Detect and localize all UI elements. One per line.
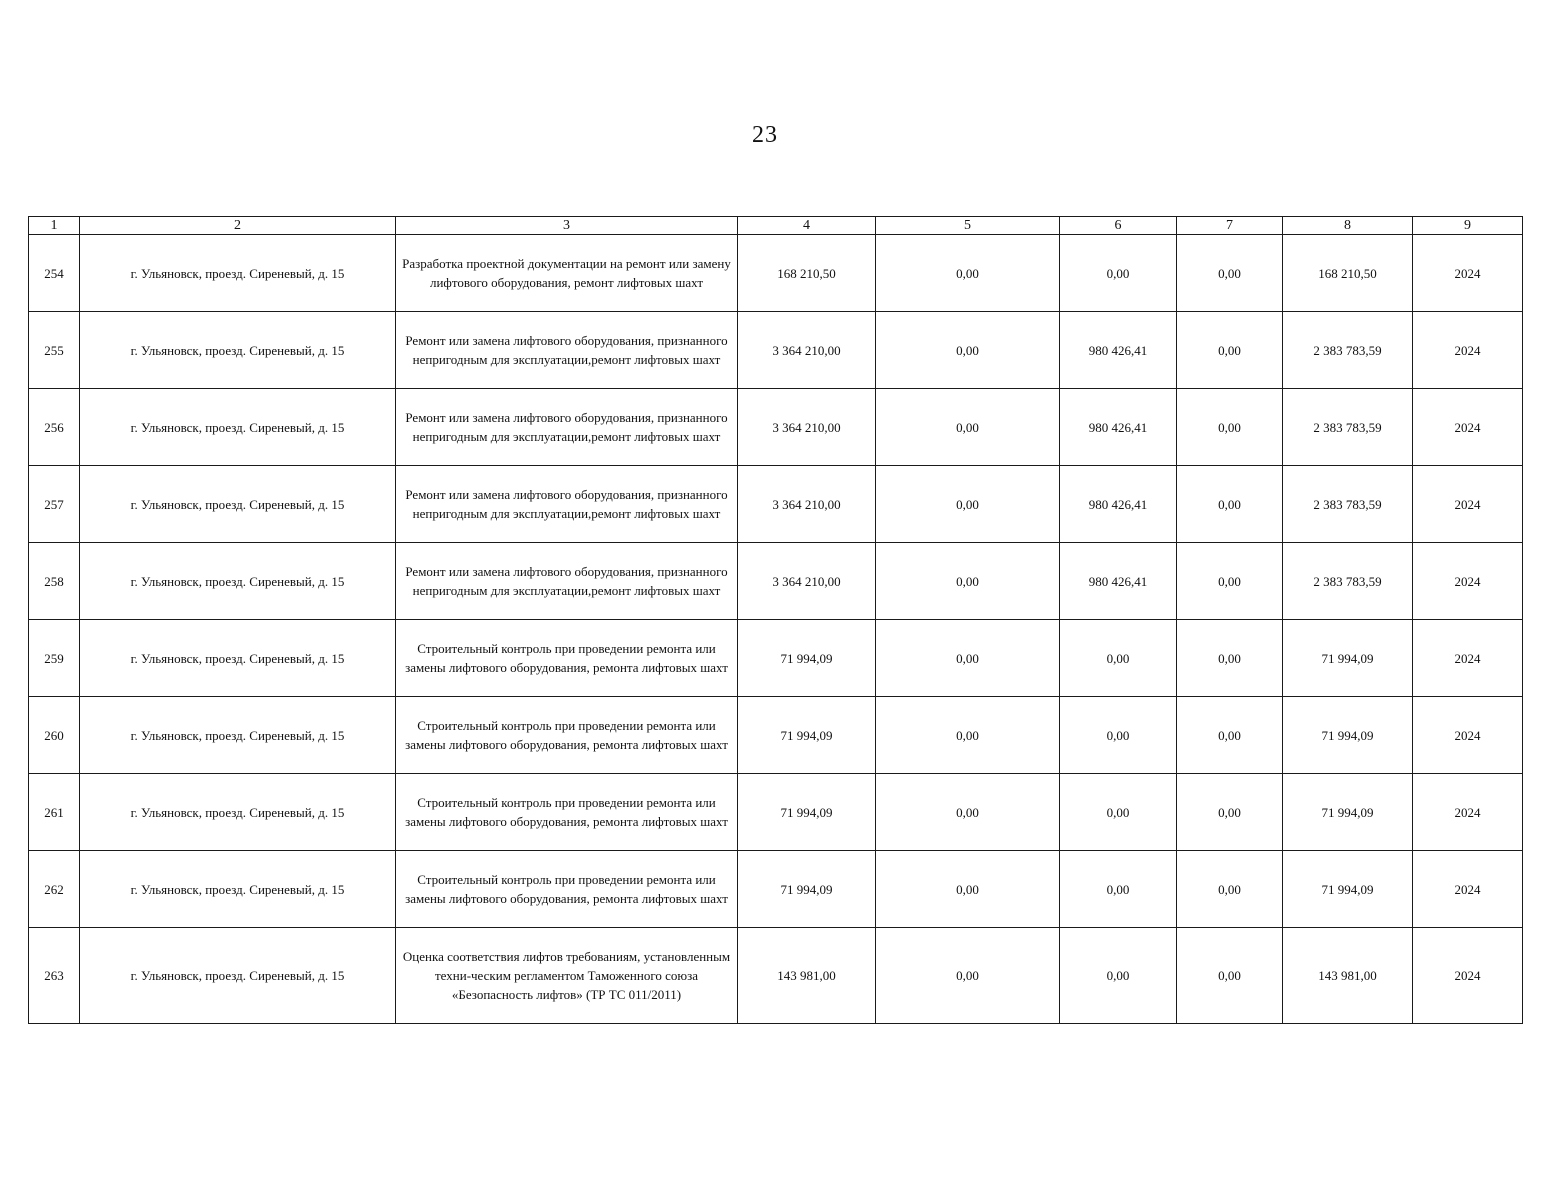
table-row (29, 620, 1523, 697)
address-cell: г. Ульяновск, проезд. Сиреневый, д. 15 (80, 389, 396, 466)
col7-cell: 0,00 (1177, 620, 1283, 697)
row-number: 256 (29, 389, 80, 466)
col5-cell: 0,00 (876, 312, 1060, 389)
column-header: 5 (876, 217, 1060, 235)
work-type-cell: Ремонт или замена лифтового оборудования, признанного непригодным для эксплуатации,ремонт лифтовых шахт (396, 389, 738, 466)
address-cell: г. Ульяновск, проезд. Сиреневый, д. 15 (80, 466, 396, 543)
col5-cell: 0,00 (876, 389, 1060, 466)
year-cell: 2024 (1413, 774, 1523, 851)
header-row (29, 217, 1523, 235)
table-row (29, 466, 1523, 543)
col8-cell: 168 210,50 (1283, 235, 1413, 312)
address-cell: г. Ульяновск, проезд. Сиреневый, д. 15 (80, 774, 396, 851)
total-cost-cell: 71 994,09 (738, 620, 876, 697)
total-cost-cell: 3 364 210,00 (738, 389, 876, 466)
address-cell: г. Ульяновск, проезд. Сиреневый, д. 15 (80, 543, 396, 620)
column-header: 4 (738, 217, 876, 235)
col7-cell: 0,00 (1177, 466, 1283, 543)
column-header: 7 (1177, 217, 1283, 235)
total-cost-cell: 3 364 210,00 (738, 543, 876, 620)
work-type-cell: Строительный контроль при проведении ремонта или замены лифтового оборудования, ремонта лифтовых шахт (396, 774, 738, 851)
work-type-cell: Ремонт или замена лифтового оборудования, признанного непригодным для эксплуатации,ремонт лифтовых шахт (396, 466, 738, 543)
address-cell: г. Ульяновск, проезд. Сиреневый, д. 15 (80, 312, 396, 389)
total-cost-cell: 71 994,09 (738, 697, 876, 774)
col8-cell: 2 383 783,59 (1283, 543, 1413, 620)
col6-cell: 0,00 (1060, 928, 1177, 1024)
work-type-cell: Разработка проектной документации на ремонт или замену лифтового оборудования, ремонт лифтовых шахт (396, 235, 738, 312)
row-number: 262 (29, 851, 80, 928)
year-cell: 2024 (1413, 312, 1523, 389)
table-row (29, 235, 1523, 312)
column-header: 1 (29, 217, 80, 235)
total-cost-cell: 71 994,09 (738, 774, 876, 851)
col6-cell: 0,00 (1060, 697, 1177, 774)
page-number: 23 (752, 122, 778, 148)
year-cell: 2024 (1413, 389, 1523, 466)
work-type-cell: Ремонт или замена лифтового оборудования, признанного непригодным для эксплуатации,ремонт лифтовых шахт (396, 543, 738, 620)
col6-cell: 0,00 (1060, 235, 1177, 312)
column-header: 3 (396, 217, 738, 235)
total-cost-cell: 71 994,09 (738, 851, 876, 928)
address-cell: г. Ульяновск, проезд. Сиреневый, д. 15 (80, 928, 396, 1024)
address-cell: г. Ульяновск, проезд. Сиреневый, д. 15 (80, 851, 396, 928)
col6-cell: 0,00 (1060, 851, 1177, 928)
col6-cell: 980 426,41 (1060, 312, 1177, 389)
col5-cell: 0,00 (876, 697, 1060, 774)
year-cell: 2024 (1413, 235, 1523, 312)
column-header: 2 (80, 217, 396, 235)
table-row (29, 312, 1523, 389)
col7-cell: 0,00 (1177, 774, 1283, 851)
col7-cell: 0,00 (1177, 928, 1283, 1024)
col5-cell: 0,00 (876, 851, 1060, 928)
col5-cell: 0,00 (876, 620, 1060, 697)
col5-cell: 0,00 (876, 235, 1060, 312)
col7-cell: 0,00 (1177, 235, 1283, 312)
table-row (29, 928, 1523, 1024)
col5-cell: 0,00 (876, 774, 1060, 851)
total-cost-cell: 3 364 210,00 (738, 312, 876, 389)
col5-cell: 0,00 (876, 928, 1060, 1024)
year-cell: 2024 (1413, 851, 1523, 928)
col7-cell: 0,00 (1177, 851, 1283, 928)
col8-cell: 71 994,09 (1283, 774, 1413, 851)
year-cell: 2024 (1413, 928, 1523, 1024)
col7-cell: 0,00 (1177, 543, 1283, 620)
row-number: 254 (29, 235, 80, 312)
work-type-cell: Оценка соответствия лифтов требованиям, установленным техни-ческим регламентом Таможенного союза «Безопасность лифтов» (ТР ТС 011/2011) (396, 928, 738, 1024)
column-number-header (29, 217, 1523, 235)
work-type-cell: Строительный контроль при проведении ремонта или замены лифтового оборудования, ремонта лифтовых шахт (396, 697, 738, 774)
col6-cell: 0,00 (1060, 774, 1177, 851)
col6-cell: 980 426,41 (1060, 543, 1177, 620)
address-cell: г. Ульяновск, проезд. Сиреневый, д. 15 (80, 235, 396, 312)
work-type-cell: Ремонт или замена лифтового оборудования, признанного непригодным для эксплуатации,ремонт лифтовых шахт (396, 312, 738, 389)
table-row (29, 543, 1523, 620)
row-number: 260 (29, 697, 80, 774)
col7-cell: 0,00 (1177, 389, 1283, 466)
work-type-cell: Строительный контроль при проведении ремонта или замены лифтового оборудования, ремонта лифтовых шахт (396, 851, 738, 928)
row-number: 261 (29, 774, 80, 851)
total-cost-cell: 3 364 210,00 (738, 466, 876, 543)
column-header: 8 (1283, 217, 1413, 235)
row-number: 257 (29, 466, 80, 543)
table-row (29, 389, 1523, 466)
col8-cell: 71 994,09 (1283, 697, 1413, 774)
col8-cell: 71 994,09 (1283, 851, 1413, 928)
year-cell: 2024 (1413, 620, 1523, 697)
col8-cell: 2 383 783,59 (1283, 466, 1413, 543)
row-number: 258 (29, 543, 80, 620)
year-cell: 2024 (1413, 466, 1523, 543)
col5-cell: 0,00 (876, 466, 1060, 543)
total-cost-cell: 168 210,50 (738, 235, 876, 312)
column-header: 6 (1060, 217, 1177, 235)
table-body (29, 235, 1523, 1024)
table-row (29, 851, 1523, 928)
col7-cell: 0,00 (1177, 312, 1283, 389)
column-header: 9 (1413, 217, 1523, 235)
col7-cell: 0,00 (1177, 697, 1283, 774)
table-row (29, 774, 1523, 851)
year-cell: 2024 (1413, 543, 1523, 620)
table-row (29, 697, 1523, 774)
row-number: 263 (29, 928, 80, 1024)
address-cell: г. Ульяновск, проезд. Сиреневый, д. 15 (80, 697, 396, 774)
col8-cell: 2 383 783,59 (1283, 312, 1413, 389)
col8-cell: 2 383 783,59 (1283, 389, 1413, 466)
col8-cell: 143 981,00 (1283, 928, 1413, 1024)
col6-cell: 0,00 (1060, 620, 1177, 697)
work-type-cell: Строительный контроль при проведении ремонта или замены лифтового оборудования, ремонта лифтовых шахт (396, 620, 738, 697)
col6-cell: 980 426,41 (1060, 466, 1177, 543)
total-cost-cell: 143 981,00 (738, 928, 876, 1024)
col6-cell: 980 426,41 (1060, 389, 1177, 466)
year-cell: 2024 (1413, 697, 1523, 774)
row-number: 255 (29, 312, 80, 389)
col8-cell: 71 994,09 (1283, 620, 1413, 697)
address-cell: г. Ульяновск, проезд. Сиреневый, д. 15 (80, 620, 396, 697)
col5-cell: 0,00 (876, 543, 1060, 620)
repair-registry-table (28, 216, 1523, 1024)
row-number: 259 (29, 620, 80, 697)
